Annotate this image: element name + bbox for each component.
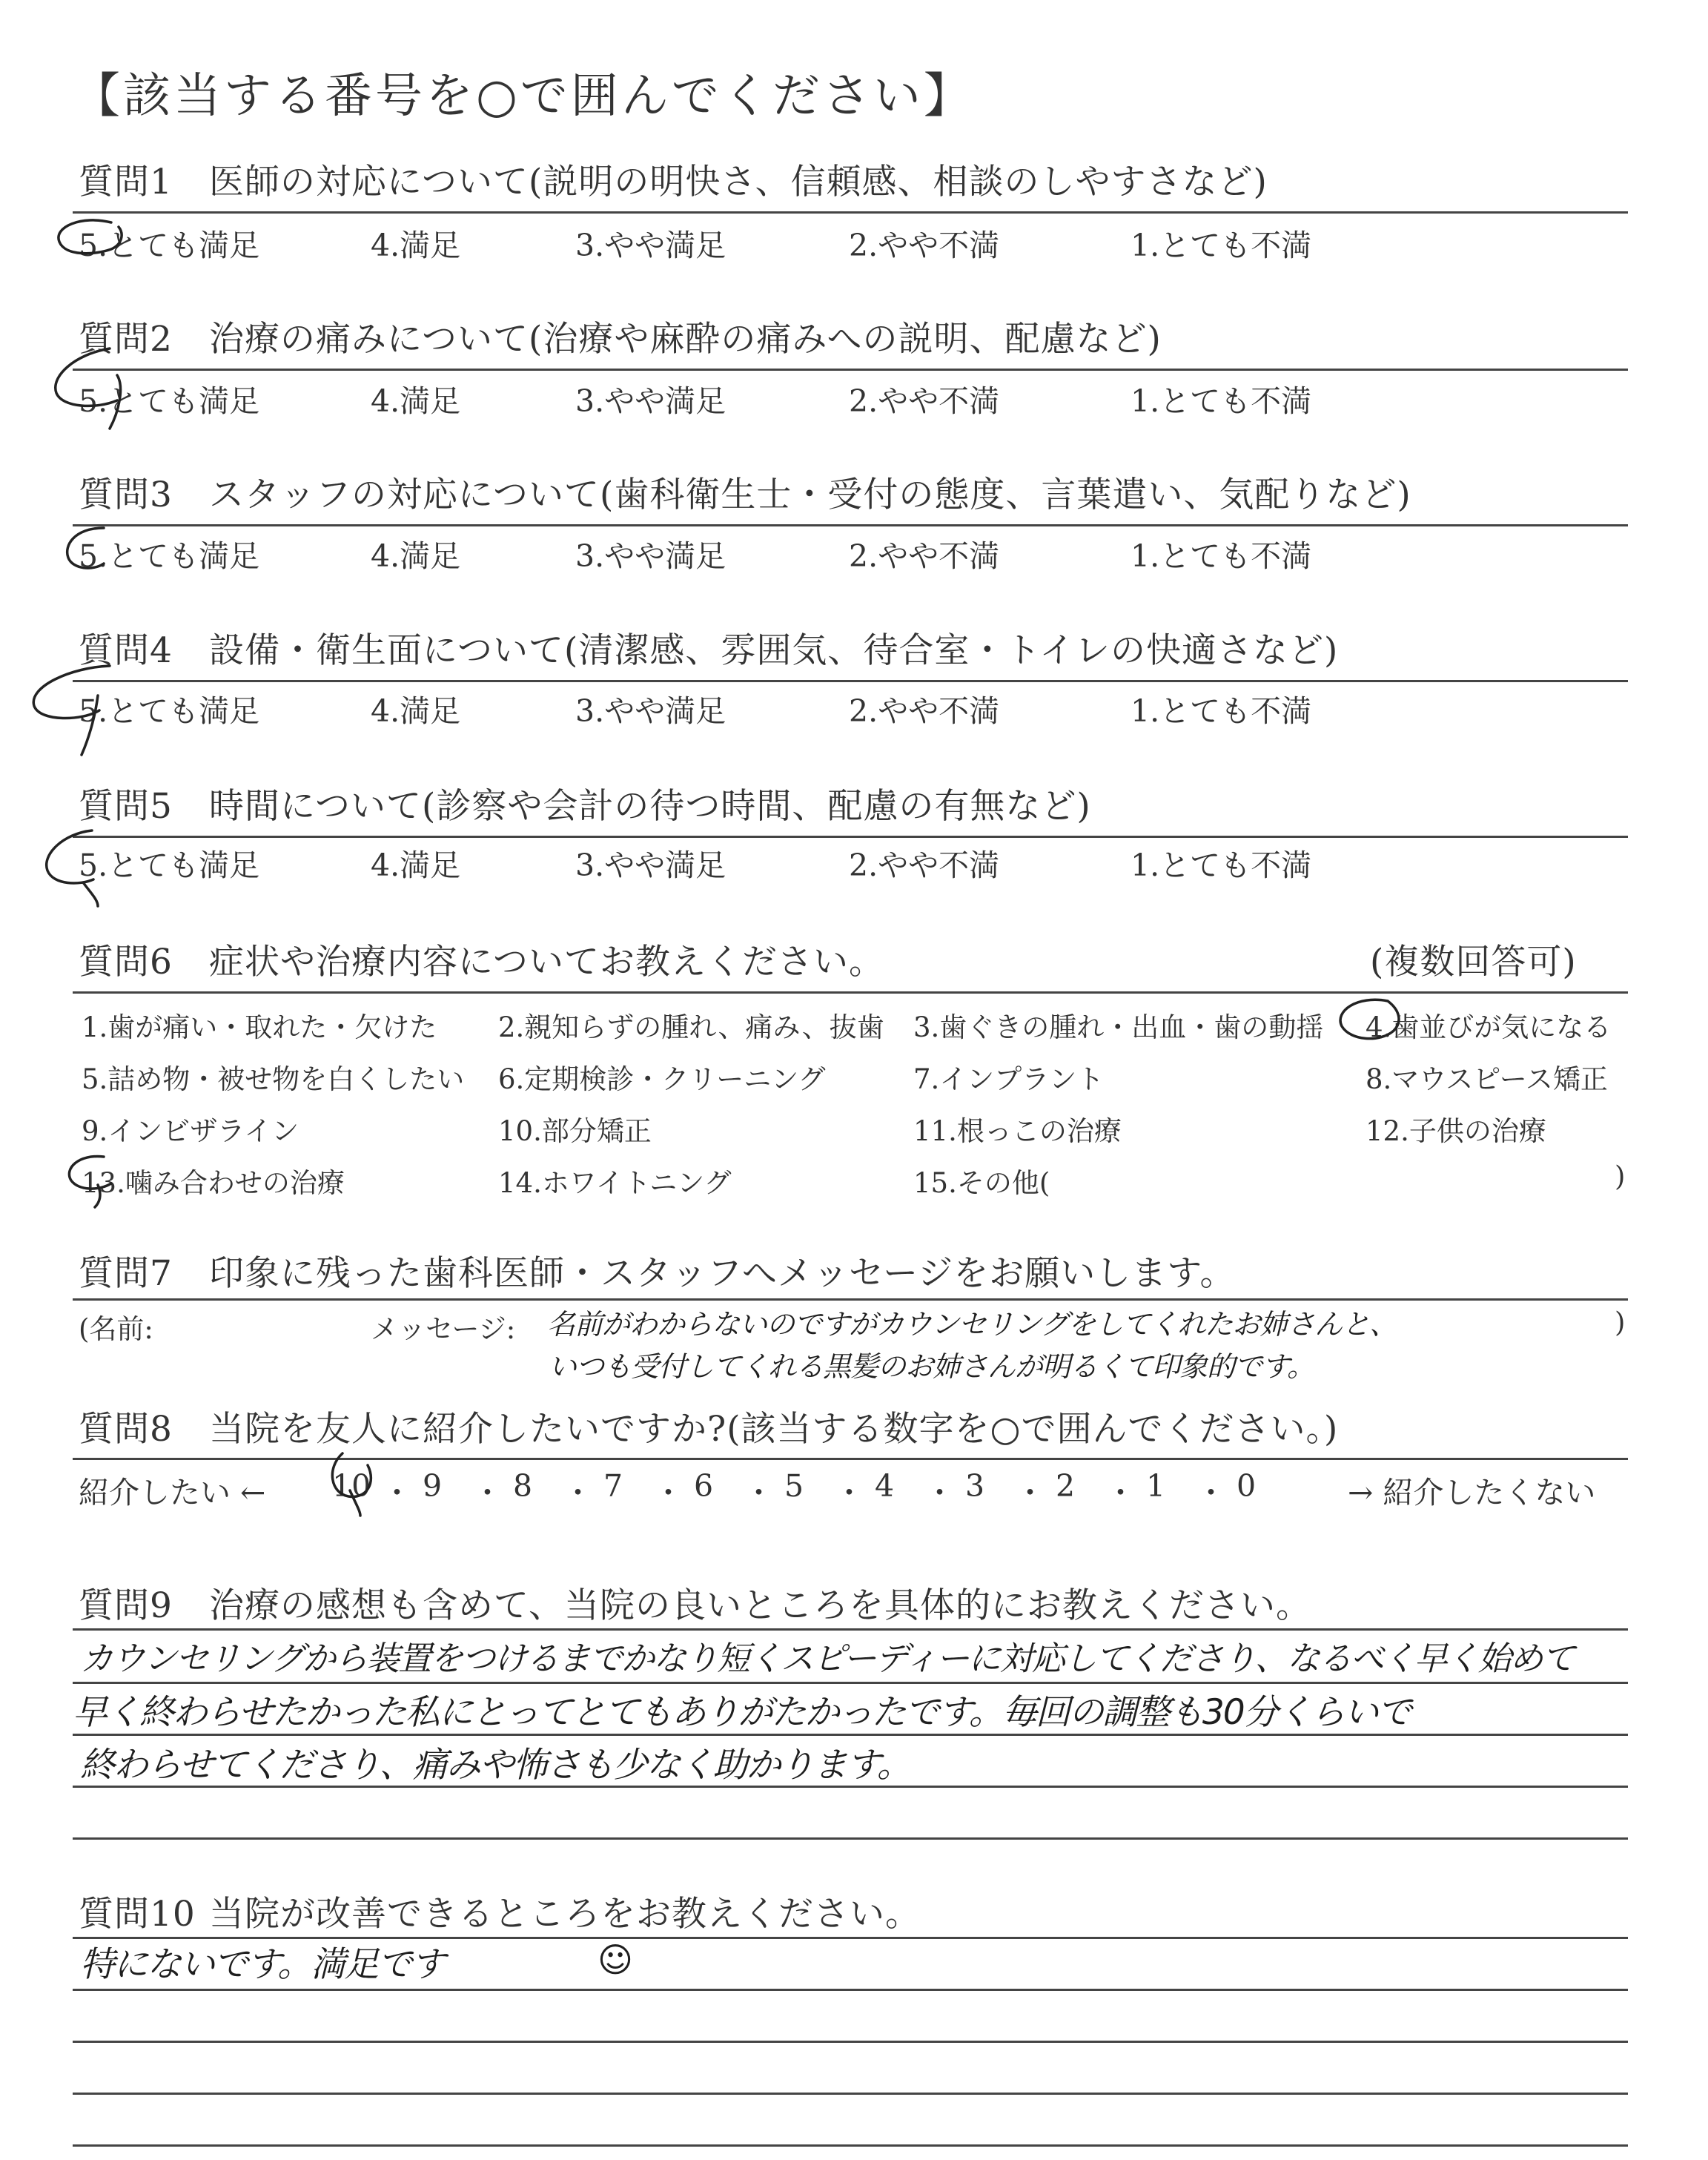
symptom-option[interactable]: 15.その他(	[913, 1167, 1050, 1199]
handwritten-answer: 早く終わらせたかった私にとってとてもありがたかったです。毎回の調整も30分くらいで	[73, 1692, 1411, 1733]
option-3[interactable]: 3.やや満足	[575, 228, 726, 263]
smiley-icon: ☺	[598, 1940, 632, 1980]
answer-line	[73, 2093, 1628, 2095]
handwritten-message: 名前がわからないのですがカウンセリングをしてくれたお姉さんと、	[547, 1308, 1397, 1341]
option-2[interactable]: 2.やや不満	[849, 693, 1000, 729]
question-label: 質問1	[79, 162, 173, 202]
scale-separator: ・	[472, 1475, 503, 1510]
question-label: 質問2	[79, 319, 173, 360]
symptom-option[interactable]: 3.歯ぐきの腫れ・出血・歯の動揺	[913, 1011, 1324, 1043]
option-1[interactable]: 1.とても不満	[1131, 848, 1312, 883]
option-4[interactable]: 4.満足	[371, 538, 461, 574]
divider	[73, 524, 1628, 526]
symptom-option[interactable]: 12.子供の治療	[1366, 1115, 1546, 1147]
option-1[interactable]: 1.とても不満	[1131, 228, 1312, 263]
scale-number-8[interactable]: 8	[513, 1468, 533, 1504]
answer-line	[73, 1837, 1628, 1840]
answer-line	[73, 2144, 1628, 2147]
scale-separator: ・	[382, 1475, 412, 1510]
question-label: 質問9	[79, 1585, 173, 1626]
scale-number-6[interactable]: 6	[694, 1468, 714, 1504]
question-label: 質問3	[79, 475, 173, 515]
answer-line	[73, 1682, 1628, 1684]
scale-number-9[interactable]: 9	[423, 1468, 443, 1504]
scale-separator: ・	[744, 1475, 774, 1510]
question-text: 当院が改善できるところをお教えください。	[209, 1894, 921, 1935]
question-label: 質問6	[79, 942, 173, 982]
symptom-option[interactable]: 13.噛み合わせの治療	[82, 1167, 345, 1199]
option-3[interactable]: 3.やや満足	[575, 383, 726, 419]
divider	[73, 211, 1628, 214]
option-3[interactable]: 3.やや満足	[575, 693, 726, 729]
question-label: 質問10	[79, 1894, 196, 1935]
scale-number-0[interactable]: 0	[1237, 1468, 1257, 1504]
divider	[73, 836, 1628, 838]
question-text: 時間について(診察や会計の待つ時間、配慮の有無など)	[209, 786, 1091, 827]
answer-line	[73, 1989, 1628, 1991]
scale-number-10[interactable]: 10	[332, 1468, 371, 1504]
question-label: 質問4	[79, 630, 173, 671]
divider	[73, 1458, 1628, 1460]
option-1[interactable]: 1.とても不満	[1131, 693, 1312, 729]
scale-separator: ・	[834, 1475, 864, 1510]
symptom-option[interactable]: 8.マウスピース矯正	[1366, 1063, 1608, 1095]
recommend-right-label: → 紹介したくない	[1348, 1475, 1596, 1510]
symptom-option[interactable]: 10.部分矯正	[498, 1115, 652, 1147]
symptom-option[interactable]: 4.歯並びが気になる	[1366, 1011, 1612, 1043]
option-3[interactable]: 3.やや満足	[575, 848, 726, 883]
question-text: 症状や治療内容についてお教えください。	[209, 942, 885, 982]
scale-number-3[interactable]: 3	[965, 1468, 985, 1504]
option-3[interactable]: 3.やや満足	[575, 538, 726, 574]
handwritten-answer: カウンセリングから装置をつけるまでかなり短くスピーディーに対応してくださり、なるべく早く始めて	[80, 1639, 1574, 1678]
divider	[73, 680, 1628, 682]
question-text: 当院を友人に紹介したいですか?(該当する数字を○で囲んでください。)	[209, 1409, 1339, 1450]
name-label: (名前:	[79, 1313, 153, 1345]
scale-number-1[interactable]: 1	[1146, 1468, 1166, 1504]
symptom-option[interactable]: 11.根っこの治療	[913, 1115, 1122, 1147]
multiple-answer-note: (複数回答可)	[1370, 942, 1577, 982]
symptom-option[interactable]: 2.親知らずの腫れ、痛み、抜歯	[498, 1011, 884, 1043]
scale-separator: ・	[1196, 1475, 1226, 1510]
answer-line	[73, 2041, 1628, 2043]
scale-separator: ・	[924, 1475, 955, 1510]
option-4[interactable]: 4.満足	[371, 383, 461, 419]
question-text: スタッフの対応について(歯科衛生士・受付の態度、言葉遣い、気配りなど)	[209, 475, 1411, 515]
option-2[interactable]: 2.やや不満	[849, 848, 1000, 883]
question-label: 質問8	[79, 1409, 173, 1450]
scale-number-7[interactable]: 7	[603, 1468, 623, 1504]
option-5[interactable]: 5.とても満足	[79, 228, 260, 263]
option-4[interactable]: 4.満足	[371, 848, 461, 883]
message-close-paren: )	[1615, 1307, 1626, 1338]
scale-number-4[interactable]: 4	[875, 1468, 895, 1504]
symptom-option[interactable]: 9.インビザライン	[82, 1115, 299, 1147]
other-close-paren: )	[1615, 1160, 1626, 1192]
symptom-option[interactable]: 6.定期検診・クリーニング	[498, 1063, 826, 1095]
symptom-option[interactable]: 14.ホワイトニング	[498, 1167, 732, 1199]
option-5[interactable]: 5.とても満足	[79, 848, 260, 883]
question-text: 医師の対応について(説明の明快さ、信頼感、相談のしやすさなど)	[209, 162, 1268, 202]
divider	[73, 1298, 1628, 1301]
handwritten-message: いつも受付してくれる黒髪のお姉さんが明るくて印象的です。	[549, 1350, 1314, 1383]
option-4[interactable]: 4.満足	[371, 228, 461, 263]
handwritten-answer: 特にないです。満足です	[80, 1944, 445, 1985]
symptom-option[interactable]: 1.歯が痛い・取れた・欠けた	[82, 1011, 437, 1043]
question-text: 印象に残った歯科医師・スタッフへメッセージをお願いします。	[209, 1253, 1236, 1294]
option-4[interactable]: 4.満足	[371, 693, 461, 729]
question-text: 治療の痛みについて(治療や麻酔の痛みへの説明、配慮など)	[209, 319, 1162, 360]
handwritten-answer: 終わらせてくださり、痛みや怖さも少なく助かります。	[80, 1745, 910, 1786]
answer-line	[73, 1628, 1628, 1631]
symptom-option[interactable]: 7.インプラント	[913, 1063, 1105, 1095]
option-2[interactable]: 2.やや不満	[849, 228, 1000, 263]
scale-separator: ・	[563, 1475, 593, 1510]
divider	[73, 369, 1628, 371]
message-label: メッセージ:	[371, 1313, 516, 1345]
question-text: 設備・衛生面について(清潔感、雰囲気、待合室・トイレの快適さなど)	[209, 630, 1339, 671]
divider	[73, 991, 1628, 994]
question-text: 治療の感想も含めて、当院の良いところを具体的にお教えください。	[209, 1585, 1312, 1626]
recommend-left-label: 紹介したい ←	[79, 1475, 266, 1510]
scale-separator: ・	[1015, 1475, 1045, 1510]
question-label: 質問7	[79, 1253, 173, 1294]
option-5[interactable]: 5.とても満足	[79, 383, 260, 419]
scale-number-5[interactable]: 5	[784, 1468, 804, 1504]
option-5[interactable]: 5.とても満足	[79, 538, 260, 574]
option-5[interactable]: 5.とても満足	[79, 693, 260, 729]
option-2[interactable]: 2.やや不満	[849, 538, 1000, 574]
symptom-option[interactable]: 5.詰め物・被せ物を白くしたい	[82, 1063, 465, 1095]
scale-number-2[interactable]: 2	[1056, 1468, 1076, 1504]
scale-separator: ・	[653, 1475, 683, 1510]
option-2[interactable]: 2.やや不満	[849, 383, 1000, 419]
option-1[interactable]: 1.とても不満	[1131, 383, 1312, 419]
option-1[interactable]: 1.とても不満	[1131, 538, 1312, 574]
question-label: 質問5	[79, 786, 173, 827]
scale-separator: ・	[1105, 1475, 1136, 1510]
page-title: 【該当する番号を○で囲んでください】	[73, 69, 974, 124]
